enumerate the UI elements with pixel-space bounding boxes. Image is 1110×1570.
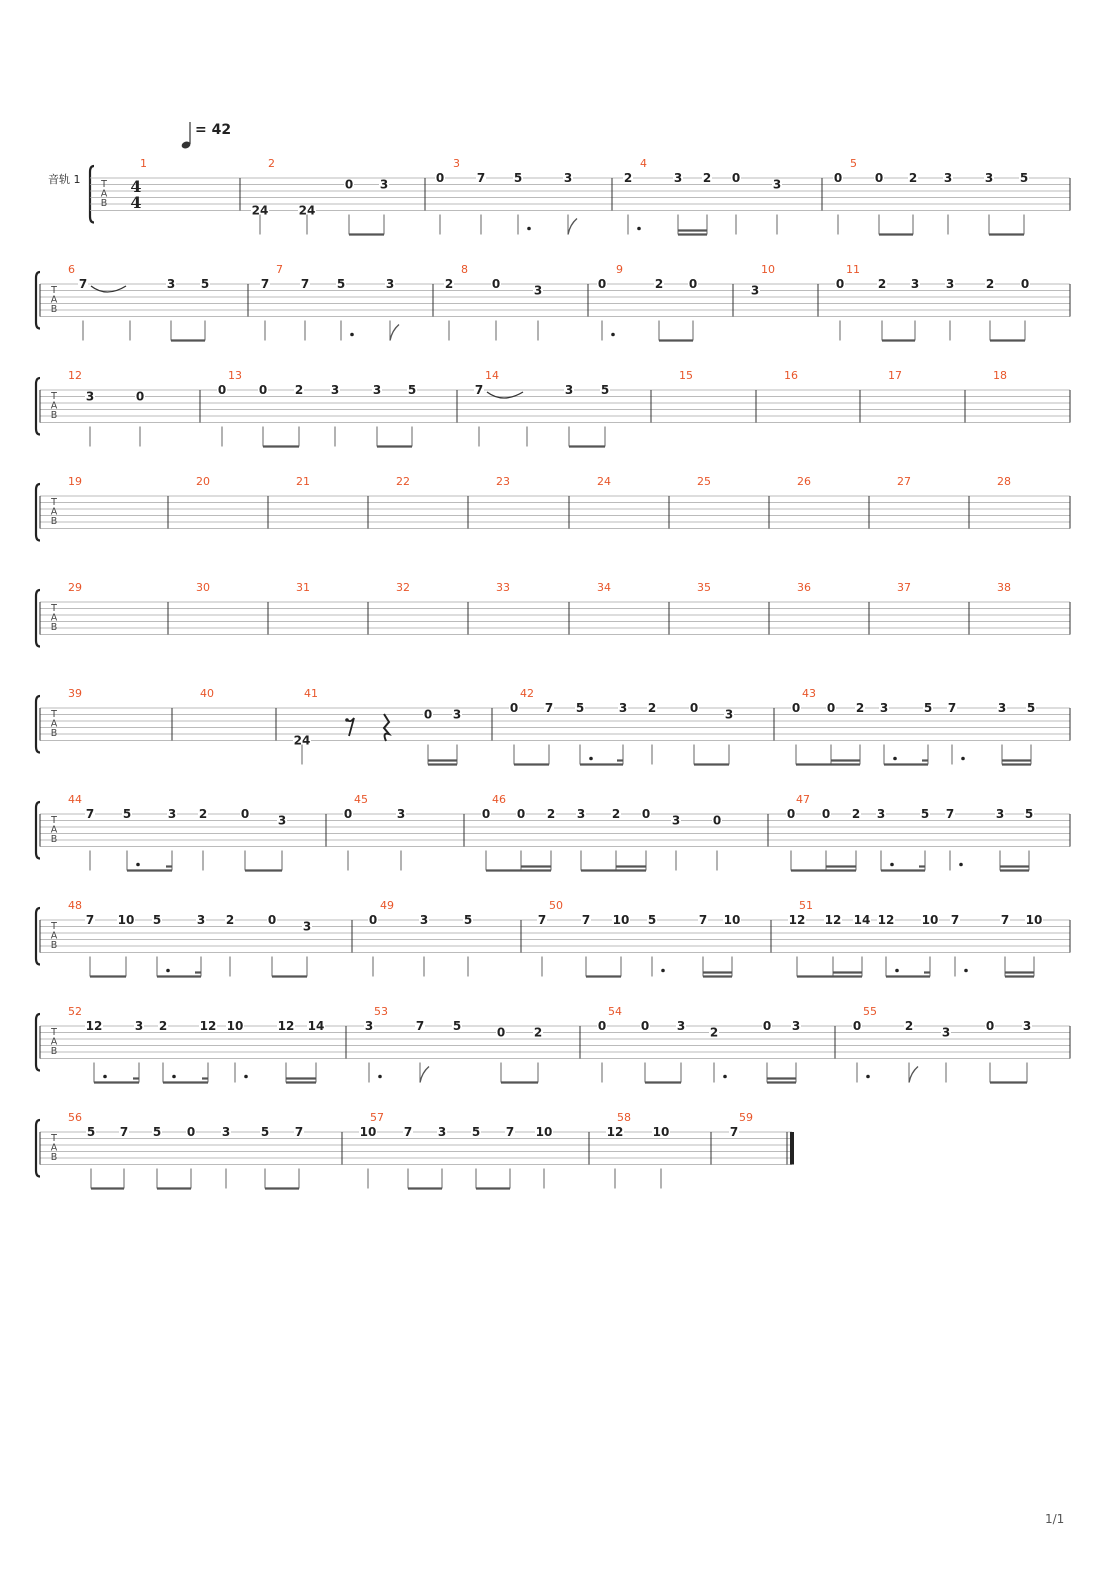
fret-number: 10: [652, 1125, 670, 1139]
fret-number: 7: [537, 913, 547, 927]
fret-number: 3: [379, 177, 389, 192]
fret-number: 7: [403, 1125, 413, 1139]
fret-number: 3: [134, 1019, 144, 1033]
measure-number: 32: [396, 581, 410, 594]
duration-dot: [378, 1075, 382, 1079]
measure-number: 24: [597, 475, 611, 488]
tab-clef-letter: A: [100, 188, 108, 200]
tab-clef-letter: A: [50, 612, 58, 624]
time-signature-top: 4: [130, 177, 142, 196]
fret-number: 3: [221, 1125, 231, 1139]
duration-dot: [103, 1075, 107, 1079]
measure-number: 54: [608, 1005, 622, 1018]
time-signature-bottom: 4: [130, 193, 142, 212]
fret-number: 2: [158, 1019, 168, 1033]
fret-number: 5: [407, 383, 417, 397]
tab-clef-letter: A: [50, 400, 58, 412]
fret-number: 12: [877, 913, 895, 927]
fret-number: 0: [217, 383, 227, 397]
fret-number: 5: [1019, 171, 1029, 185]
duration-dot: [527, 227, 531, 231]
duration-dot: [136, 863, 140, 867]
fret-number: 0: [821, 807, 831, 821]
duration-dot: [172, 1075, 176, 1079]
fret-number: 3: [85, 389, 95, 404]
measure-number: 9: [616, 263, 623, 276]
measure-number: 15: [679, 369, 693, 382]
fret-number: 0: [852, 1019, 862, 1033]
fret-number: 3: [879, 701, 889, 715]
system-bracket: [36, 590, 40, 647]
fret-number: 3: [277, 813, 287, 828]
measure-number: 14: [485, 369, 499, 382]
fret-number: 5: [200, 277, 210, 291]
fret-number: 24: [298, 203, 316, 218]
fret-number: 10: [612, 913, 630, 927]
tab-system-5: [36, 581, 1070, 647]
fret-number: 3: [196, 913, 206, 927]
tab-system-2: [36, 263, 1070, 341]
system-bracket: [36, 1120, 40, 1177]
measure-number: 48: [68, 899, 82, 912]
measure-number: 35: [697, 581, 711, 594]
tab-system-9: [36, 1005, 1070, 1083]
tab-clef-letter: T: [51, 921, 57, 932]
fret-number: 0: [1020, 277, 1030, 291]
fret-number: 7: [85, 913, 95, 927]
eighth-flag-icon: [390, 325, 399, 341]
fret-number: 3: [372, 383, 382, 397]
fret-number: 24: [293, 733, 311, 748]
fret-number: 0: [267, 913, 277, 927]
fret-number: 12: [85, 1019, 103, 1033]
tab-clef-letter: B: [50, 622, 58, 633]
duration-dot: [866, 1075, 870, 1079]
system-bracket: [36, 272, 40, 329]
tab-clef-letter: B: [100, 198, 108, 209]
measure-number: 56: [68, 1111, 82, 1124]
measure-number: 46: [492, 793, 506, 806]
measure-number: 47: [796, 793, 810, 806]
fret-number: 3: [419, 913, 429, 927]
fret-number: 2: [611, 807, 621, 821]
fret-number: 3: [750, 283, 760, 298]
measure-number: 2: [268, 157, 275, 170]
measure-number: 26: [797, 475, 811, 488]
measure-number: 18: [993, 369, 1007, 382]
fret-number: 0: [368, 913, 378, 927]
fret-number: 10: [1025, 913, 1043, 927]
tab-system-6: [36, 687, 1070, 765]
fret-number: 3: [724, 707, 734, 722]
fret-number: 2: [444, 277, 454, 291]
tab-clef-letter: T: [51, 285, 57, 296]
eighth-flag-icon: [909, 1067, 918, 1083]
fret-number: 3: [941, 1025, 951, 1040]
fret-number: 0: [135, 389, 145, 404]
measure-number: 7: [276, 263, 283, 276]
fret-number: 7: [947, 701, 957, 715]
system-bracket: [36, 484, 40, 541]
tie-arc: [91, 286, 126, 292]
duration-dot: [961, 757, 965, 761]
fret-number: 5: [1024, 807, 1034, 821]
fret-number: 3: [1022, 1019, 1032, 1033]
fret-number: 3: [364, 1019, 374, 1033]
fret-number: 2: [709, 1025, 719, 1040]
fret-number: 5: [463, 913, 473, 927]
fret-number: 2: [294, 383, 304, 397]
tab-clef-letter: T: [51, 1133, 57, 1144]
fret-number: 7: [300, 277, 310, 291]
fret-number: 3: [995, 807, 1005, 821]
fret-number: 5: [452, 1019, 462, 1033]
measure-number: 43: [802, 687, 816, 700]
measure-number: 53: [374, 1005, 388, 1018]
measure-number: 50: [549, 899, 563, 912]
fret-number: 7: [260, 277, 270, 291]
duration-dot: [661, 969, 665, 973]
tab-system-8: [36, 899, 1070, 977]
fret-number: 0: [731, 171, 741, 185]
tab-system-3: [36, 369, 1070, 447]
eighth-flag-icon: [420, 1067, 429, 1083]
fret-number: 0: [874, 171, 884, 185]
tab-clef-letter: B: [50, 1046, 58, 1057]
fret-number: 7: [1000, 913, 1010, 927]
tab-clef-letter: T: [101, 179, 107, 190]
fret-number: 0: [240, 807, 250, 821]
fret-number: 3: [396, 807, 406, 821]
tab-clef-letter: T: [51, 497, 57, 508]
tab-clef-letter: A: [50, 1142, 58, 1154]
tab-clef-letter: A: [50, 824, 58, 836]
measure-number: 25: [697, 475, 711, 488]
fret-number: 3: [618, 701, 628, 715]
fret-number: 2: [851, 807, 861, 821]
fret-number: 0: [509, 701, 519, 715]
measure-number: 11: [846, 263, 860, 276]
fret-number: 2: [623, 171, 633, 185]
fret-number: 2: [855, 701, 865, 715]
measure-number: 16: [784, 369, 798, 382]
fret-number: 0: [791, 701, 801, 715]
fret-number: 10: [723, 913, 741, 927]
fret-number: 0: [186, 1125, 196, 1139]
tab-clef-letter: T: [51, 815, 57, 826]
fret-number: 0: [640, 1019, 650, 1033]
tab-clef-letter: B: [50, 728, 58, 739]
fret-number: 5: [575, 701, 585, 715]
measure-number: 51: [799, 899, 813, 912]
measure-number: 22: [396, 475, 410, 488]
fret-number: 0: [491, 277, 501, 291]
fret-number: 0: [641, 807, 651, 821]
duration-dot: [723, 1075, 727, 1079]
fret-number: 7: [950, 913, 960, 927]
fret-number: 3: [437, 1125, 447, 1139]
fret-number: 7: [544, 701, 554, 715]
fret-number: 0: [423, 707, 433, 722]
measure-number: 39: [68, 687, 82, 700]
fret-number: 2: [533, 1025, 543, 1040]
measure-number: 37: [897, 581, 911, 594]
fret-number: 2: [877, 277, 887, 291]
system-bracket: [36, 802, 40, 859]
measure-number: 28: [997, 475, 1011, 488]
measure-number: 45: [354, 793, 368, 806]
tab-system-7: [36, 793, 1070, 871]
tab-system-10: [36, 1111, 792, 1189]
tab-clef-letter: T: [51, 391, 57, 402]
fret-number: 3: [791, 1019, 801, 1033]
measure-number: 44: [68, 793, 82, 806]
tab-clef-letter: A: [50, 1036, 58, 1048]
fret-number: 5: [513, 171, 523, 185]
fret-number: 2: [904, 1019, 914, 1033]
fret-number: 3: [984, 171, 994, 185]
fret-number: 3: [330, 383, 340, 397]
measure-number: 4: [640, 157, 647, 170]
fret-number: 2: [985, 277, 995, 291]
fret-number: 0: [688, 277, 698, 291]
fret-number: 12: [199, 1019, 217, 1033]
eighth-flag-icon: [568, 219, 577, 235]
fret-number: 10: [226, 1019, 244, 1033]
duration-dot: [964, 969, 968, 973]
fret-number: 3: [167, 807, 177, 821]
fret-number: 5: [152, 1125, 162, 1139]
fret-number: 0: [435, 171, 445, 185]
measure-number: 20: [196, 475, 210, 488]
tab-clef-letter: B: [50, 1152, 58, 1163]
fret-number: 2: [702, 171, 712, 185]
fret-number: 7: [415, 1019, 425, 1033]
page-number: 1/1: [1045, 1512, 1065, 1526]
measure-number: 12: [68, 369, 82, 382]
fret-number: 7: [119, 1125, 129, 1139]
fret-number: 7: [945, 807, 955, 821]
fret-number: 5: [122, 807, 132, 821]
fret-number: 10: [117, 913, 135, 927]
measure-number: 3: [453, 157, 460, 170]
measure-number: 36: [797, 581, 811, 594]
fret-number: 2: [908, 171, 918, 185]
fret-number: 10: [921, 913, 939, 927]
measure-number: 58: [617, 1111, 631, 1124]
tab-clef-letter: A: [50, 930, 58, 942]
system-bracket: [90, 166, 94, 223]
measure-number: 30: [196, 581, 210, 594]
fret-number: 12: [824, 913, 842, 927]
fret-number: 14: [307, 1019, 325, 1033]
measure-number: 31: [296, 581, 310, 594]
measure-number: 17: [888, 369, 902, 382]
fret-number: 12: [606, 1125, 624, 1139]
fret-number: 0: [835, 277, 845, 291]
measure-number: 5: [850, 157, 857, 170]
fret-number: 3: [533, 283, 543, 298]
measure-number: 59: [739, 1111, 753, 1124]
measure-number: 13: [228, 369, 242, 382]
system-bracket: [36, 378, 40, 435]
fret-number: 5: [152, 913, 162, 927]
tab-clef-letter: B: [50, 834, 58, 845]
fret-number: 3: [943, 171, 953, 185]
measure-number: 55: [863, 1005, 877, 1018]
fret-number: 5: [920, 807, 930, 821]
measure-number: 10: [761, 263, 775, 276]
measure-number: 23: [496, 475, 510, 488]
fret-number: 7: [85, 807, 95, 821]
measure-number: 40: [200, 687, 214, 700]
fret-number: 5: [600, 383, 610, 397]
fret-number: 12: [277, 1019, 295, 1033]
duration-dot: [166, 969, 170, 973]
measure-number: 57: [370, 1111, 384, 1124]
system-bracket: [36, 908, 40, 965]
tab-system-4: [36, 475, 1070, 541]
fret-number: 5: [923, 701, 933, 715]
fret-number: 3: [302, 919, 312, 934]
fret-number: 7: [476, 171, 486, 185]
fret-number: 3: [676, 1019, 686, 1033]
tab-clef-letter: A: [50, 718, 58, 730]
tab-clef-letter: T: [51, 709, 57, 720]
tab-clef-letter: B: [50, 304, 58, 315]
fret-number: 0: [597, 277, 607, 291]
fret-number: 0: [481, 807, 491, 821]
fret-number: 0: [344, 177, 354, 192]
duration-dot: [890, 863, 894, 867]
fret-number: 5: [1026, 701, 1036, 715]
fret-number: 2: [546, 807, 556, 821]
fret-number: 7: [729, 1125, 739, 1139]
fret-number: 3: [166, 277, 176, 291]
fret-number: 24: [251, 203, 269, 218]
fret-number: 0: [985, 1019, 995, 1033]
duration-dot: [611, 333, 615, 337]
tab-clef-letter: T: [51, 1027, 57, 1038]
fret-number: 10: [535, 1125, 553, 1139]
eighth-rest-dot: [345, 718, 349, 722]
measure-number: 1: [140, 157, 147, 170]
tempo-value: = 42: [195, 122, 232, 138]
tab-clef-letter: A: [50, 294, 58, 306]
duration-dot: [893, 757, 897, 761]
duration-dot: [350, 333, 354, 337]
measure-number: 34: [597, 581, 611, 594]
fret-number: 0: [833, 171, 843, 185]
fret-number: 2: [647, 701, 657, 715]
fret-number: 3: [910, 277, 920, 291]
fret-number: 0: [826, 701, 836, 715]
measure-number: 21: [296, 475, 310, 488]
fret-number: 3: [563, 171, 573, 185]
tab-clef-letter: B: [50, 516, 58, 527]
fret-number: 7: [78, 277, 88, 291]
tab-clef-letter: A: [50, 506, 58, 518]
fret-number: 3: [671, 813, 681, 828]
tab-system-1: [90, 157, 1070, 235]
fret-number: 5: [647, 913, 657, 927]
fret-number: 2: [225, 913, 235, 927]
fret-number: 0: [689, 701, 699, 715]
measure-number: 38: [997, 581, 1011, 594]
fret-number: 3: [452, 707, 462, 722]
measure-number: 52: [68, 1005, 82, 1018]
fret-number: 10: [359, 1125, 377, 1139]
duration-dot: [244, 1075, 248, 1079]
fret-number: 7: [505, 1125, 515, 1139]
fret-number: 0: [762, 1019, 772, 1033]
measure-number: 42: [520, 687, 534, 700]
fret-number: 0: [343, 807, 353, 821]
fret-number: 0: [597, 1019, 607, 1033]
fret-number: 3: [945, 277, 955, 291]
system-bracket: [36, 696, 40, 753]
measure-number: 41: [304, 687, 318, 700]
tab-clef-letter: T: [51, 603, 57, 614]
fret-number: 14: [853, 913, 871, 927]
measure-number: 33: [496, 581, 510, 594]
duration-dot: [959, 863, 963, 867]
fret-number: 7: [474, 383, 484, 397]
measure-number: 49: [380, 899, 394, 912]
tab-clef-letter: B: [50, 410, 58, 421]
tab-clef-letter: B: [50, 940, 58, 951]
fret-number: 7: [294, 1125, 304, 1139]
fret-number: 7: [698, 913, 708, 927]
tie-arc: [487, 392, 523, 398]
fret-number: 0: [258, 383, 268, 397]
measure-number: 6: [68, 263, 75, 276]
fret-number: 3: [673, 171, 683, 185]
fret-number: 0: [786, 807, 796, 821]
fret-number: 0: [516, 807, 526, 821]
fret-number: 0: [496, 1025, 506, 1040]
fret-number: 3: [876, 807, 886, 821]
fret-number: 5: [336, 277, 346, 291]
fret-number: 5: [260, 1125, 270, 1139]
fret-number: 3: [564, 383, 574, 397]
measure-number: 19: [68, 475, 82, 488]
track-name: 音轨 1: [48, 173, 81, 186]
fret-number: 3: [772, 177, 782, 192]
fret-number: 3: [997, 701, 1007, 715]
fret-number: 3: [576, 807, 586, 821]
measure-number: 29: [68, 581, 82, 594]
fret-number: 2: [198, 807, 208, 821]
fret-number: 5: [471, 1125, 481, 1139]
duration-dot: [637, 227, 641, 231]
fret-number: 0: [712, 813, 722, 828]
fret-number: 12: [788, 913, 806, 927]
system-bracket: [36, 1014, 40, 1071]
fret-number: 3: [385, 277, 395, 291]
duration-dot: [895, 969, 899, 973]
measure-number: 8: [461, 263, 468, 276]
duration-dot: [589, 757, 593, 761]
fret-number: 7: [581, 913, 591, 927]
fret-number: 2: [654, 277, 664, 291]
fret-number: 5: [86, 1125, 96, 1139]
measure-number: 27: [897, 475, 911, 488]
